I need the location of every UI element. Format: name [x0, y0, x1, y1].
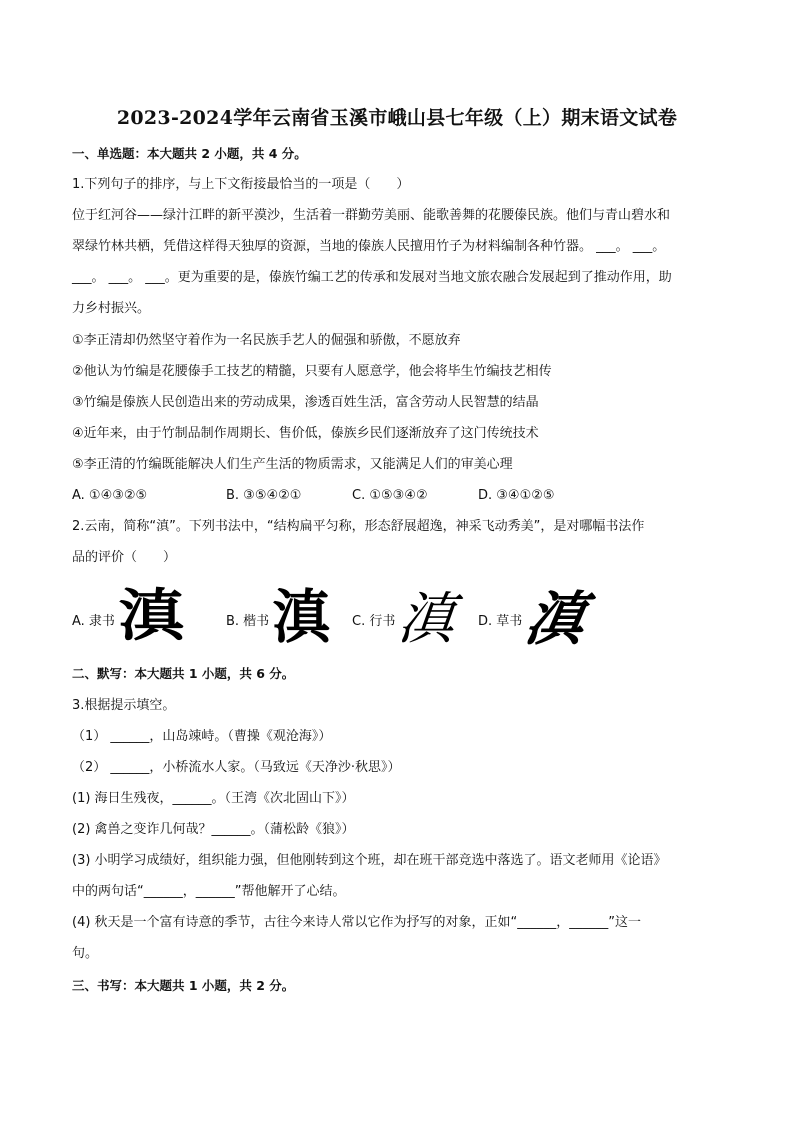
q1-passage-line: 位于红河谷——绿汁江畔的新平漠沙，生活着一群勤劳美丽、能歌善舞的花腰傣民族。他们与青山碧水和 [72, 208, 671, 223]
q3-line: (1) 海日生残夜，______。（王湾《次北固山下》） [72, 791, 355, 806]
q2-stem-line: 2.云南，简称“滇”。下列书法中，“结构扁平匀称，形态舒展超逸，神采飞动秀美”，是对哪幅书法作 [72, 519, 645, 534]
q1-option-d[interactable]: D. ③④①②⑤ [478, 488, 555, 503]
q2-option-b[interactable] [226, 583, 346, 651]
calligraphy-cursive-image: 滇 [520, 585, 591, 653]
q1-stem: 1.下列句子的排序，与上下文衔接最恰当的一项是（ ） [72, 177, 410, 192]
q2-option-a[interactable] [72, 583, 202, 649]
q1-sentence: ④近年来，由于竹制品制作周期长、售价低，傣族乡民们逐渐放弃了这门传统技术 [72, 426, 539, 441]
q3-line: (3) 小明学习成绩好，组织能力强，但他刚转到这个班，却在班干部竞选中落选了。语文老师用《论语》 [72, 853, 667, 868]
q2-option-label: D. 草书 [478, 614, 523, 629]
q2-option-c[interactable] [352, 587, 472, 652]
q3-line: (2) 禽兽之变诈几何哉？______。（蒲松龄《狼》） [72, 822, 355, 837]
q3-line: （2） ______，小桥流水人家。（马致远《天净沙·秋思》） [72, 760, 401, 775]
section-2-heading: 二、默写：本大题共 1 小题，共 6 分。 [72, 666, 295, 681]
q2-option-d[interactable] [478, 585, 598, 653]
q1-passage-line: ___。 ___。 ___。更为重要的是，傣族竹编工艺的传承和发展对当地文旅农融合发展起到了推动作用，助 [72, 270, 672, 285]
q2-option-label: B. 楷书 [226, 614, 270, 629]
q3-line: (4) 秋天是一个富有诗意的季节，古往今来诗人常以它作为抒写的对象，正如“______，______”这一 [72, 915, 642, 930]
calligraphy-clerical-image: 滇 [118, 583, 185, 649]
q3-stem: 3.根据提示填空。 [72, 698, 176, 713]
q1-sentence: ⑤李正清的竹编既能解决人们生产生活的物质需求，又能满足人们的审美心理 [72, 457, 513, 472]
q2-stem-line: 品的评价（ ） [72, 550, 177, 565]
q1-passage-line: 力乡村振兴。 [72, 301, 151, 316]
q1-option-b[interactable]: B. ③⑤④②① [226, 488, 302, 503]
q1-options [72, 487, 555, 505]
q1-sentence: ③竹编是傣族人民创造出来的劳动成果，渗透百姓生活，富含劳动人民智慧的结晶 [72, 395, 539, 410]
q1-passage-line: 翠绿竹林共栖，凭借这样得天独厚的资源，当地的傣族人民擅用竹子为材料编制各种竹器。 ___。 ___。 [72, 239, 666, 254]
q2-option-label: A. 隶书 [72, 614, 115, 629]
section-1-heading: 一、单选题：本大题共 2 小题，共 4 分。 [72, 146, 307, 161]
calligraphy-running-image: 滇 [394, 587, 458, 652]
q1-option-a[interactable]: A. ①④③②⑤ [72, 488, 148, 503]
q1-sentence: ①李正清却仍然坚守着作为一名民族手艺人的倔强和骄傲，不愿放弃 [72, 333, 461, 348]
q1-sentence: ②他认为竹编是花腰傣手工技艺的精髓，只要有人愿意学，他会将毕生竹编技艺相传 [72, 364, 552, 379]
calligraphy-regular-image: 滇 [272, 583, 331, 651]
exam-title: 2023-2024学年云南省玉溪市峨山县七年级（上）期末语文试卷 [116, 107, 678, 129]
q3-line: （1） ______，山岛竦峙。（曹操《观沧海》） [72, 729, 332, 744]
q2-option-label: C. 行书 [352, 614, 396, 629]
q1-option-c[interactable]: C. ①⑤③④② [352, 488, 428, 503]
q3-line: 中的两句话“______，______”帮他解开了心结。 [72, 884, 346, 899]
q3-line: 句。 [72, 946, 99, 961]
section-3-heading: 三、书写：本大题共 1 小题，共 2 分。 [72, 978, 295, 993]
